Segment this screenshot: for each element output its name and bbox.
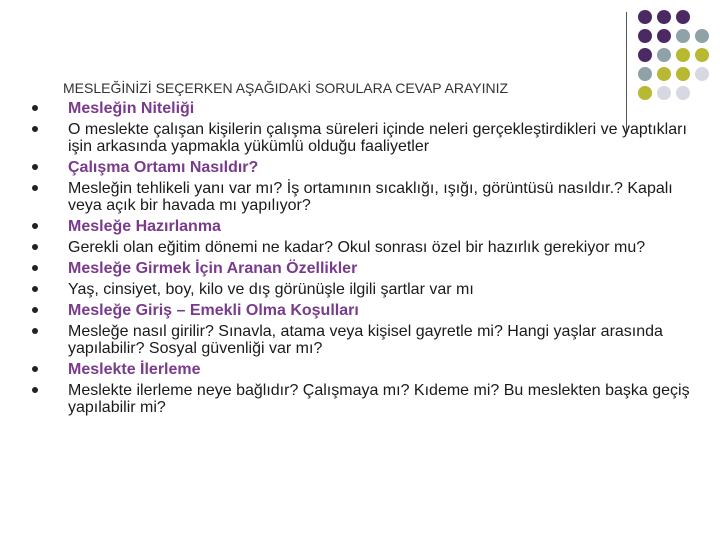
decorative-dot: [676, 10, 690, 24]
bullet-icon: [32, 105, 38, 111]
list-item-body: [30, 239, 690, 256]
decorative-dot: [638, 48, 652, 62]
list-item-text: Mesleğe Hazırlanma: [68, 218, 221, 235]
list-item-heading: [30, 260, 690, 277]
decorative-dot: [695, 48, 709, 62]
list-item-body: [30, 121, 690, 155]
decorative-dot: [676, 29, 690, 43]
bullet-icon: [32, 185, 38, 191]
list-item-text: Mesleğe Girmek İçin Aranan Özellikler: [68, 260, 358, 277]
list-item-text: Mesleğin tehlikeli yanı var mı? İş ortamının sıcaklığı, ışığı, görüntüsü nasıldır.? Kapalı veya açık bir havada mı yapılıyor?: [68, 180, 673, 214]
bullet-icon: [32, 223, 38, 229]
list-item-text: O meslekte çalışan kişilerin çalışma süreleri içinde neleri gerçekleştirdikleri ve yaptıkları işin arkasında yapmakla yükümlü olduğu faaliyetler: [68, 121, 687, 155]
bullet-icon: [32, 387, 38, 393]
bullet-icon: [32, 265, 38, 271]
bullet-icon: [32, 328, 38, 334]
bullet-icon: [32, 307, 38, 313]
bullet-icon: [32, 366, 38, 372]
decorative-dot: [695, 67, 709, 81]
list-item-body: [30, 180, 690, 214]
list-item-body: [30, 382, 690, 416]
decorative-dot: [676, 48, 690, 62]
decorative-dot: [638, 67, 652, 81]
decorative-dot: [657, 48, 671, 62]
list-item-heading: [30, 361, 690, 378]
list-item-text: Mesleğin Niteliği: [68, 100, 195, 117]
decorative-dot: [657, 86, 671, 100]
decorative-dot: [676, 67, 690, 81]
list-item-heading: [30, 302, 690, 319]
decorative-dot: [657, 29, 671, 43]
bullet-icon: [32, 126, 38, 132]
list-item-heading: [30, 218, 690, 235]
list-item-text: Meslekte İlerleme: [68, 361, 201, 378]
decorative-dot: [638, 86, 652, 100]
list-item-text: Mesleğe Giriş – Emekli Olma Koşulları: [68, 302, 359, 319]
list-item-text: Yaş, cinsiyet, boy, kilo ve dış görünüşle ilgili şartlar var mı: [68, 281, 474, 298]
list-item-text: Meslekte ilerleme neye bağlıdır? Çalışmaya mı? Kıdeme mi? Bu meslekten başka geçiş yapılabilir mi?: [68, 382, 690, 416]
decorative-dot: [676, 86, 690, 100]
decorative-dot: [657, 67, 671, 81]
decorative-dot: [638, 29, 652, 43]
decorative-dot: [695, 29, 709, 43]
slide-title: MESLEĞİNİZİ SEÇERKEN AŞAĞIDAKİ SORULARA CEVAP ARAYINIZ: [63, 80, 509, 96]
bullet-list: [30, 100, 690, 420]
bullet-icon: [32, 244, 38, 250]
list-item-body: [30, 323, 690, 357]
list-item-text: Gerekli olan eğitim dönemi ne kadar? Okul sonrası özel bir hazırlık gerekiyor mu?: [68, 239, 646, 256]
list-item-heading: [30, 100, 690, 117]
bullet-icon: [32, 286, 38, 292]
list-item-text: Mesleğe nasıl girilir? Sınavla, atama veya kişisel gayretle mi? Hangi yaşlar arasında yapılabilir? Sosyal güvenliği var mı?: [68, 323, 663, 357]
decorative-dot: [638, 10, 652, 24]
list-item-body: [30, 281, 690, 298]
list-item-text: Çalışma Ortamı Nasıldır?: [68, 159, 259, 176]
list-item-heading: [30, 159, 690, 176]
decorative-dot: [657, 10, 671, 24]
bullet-icon: [32, 164, 38, 170]
